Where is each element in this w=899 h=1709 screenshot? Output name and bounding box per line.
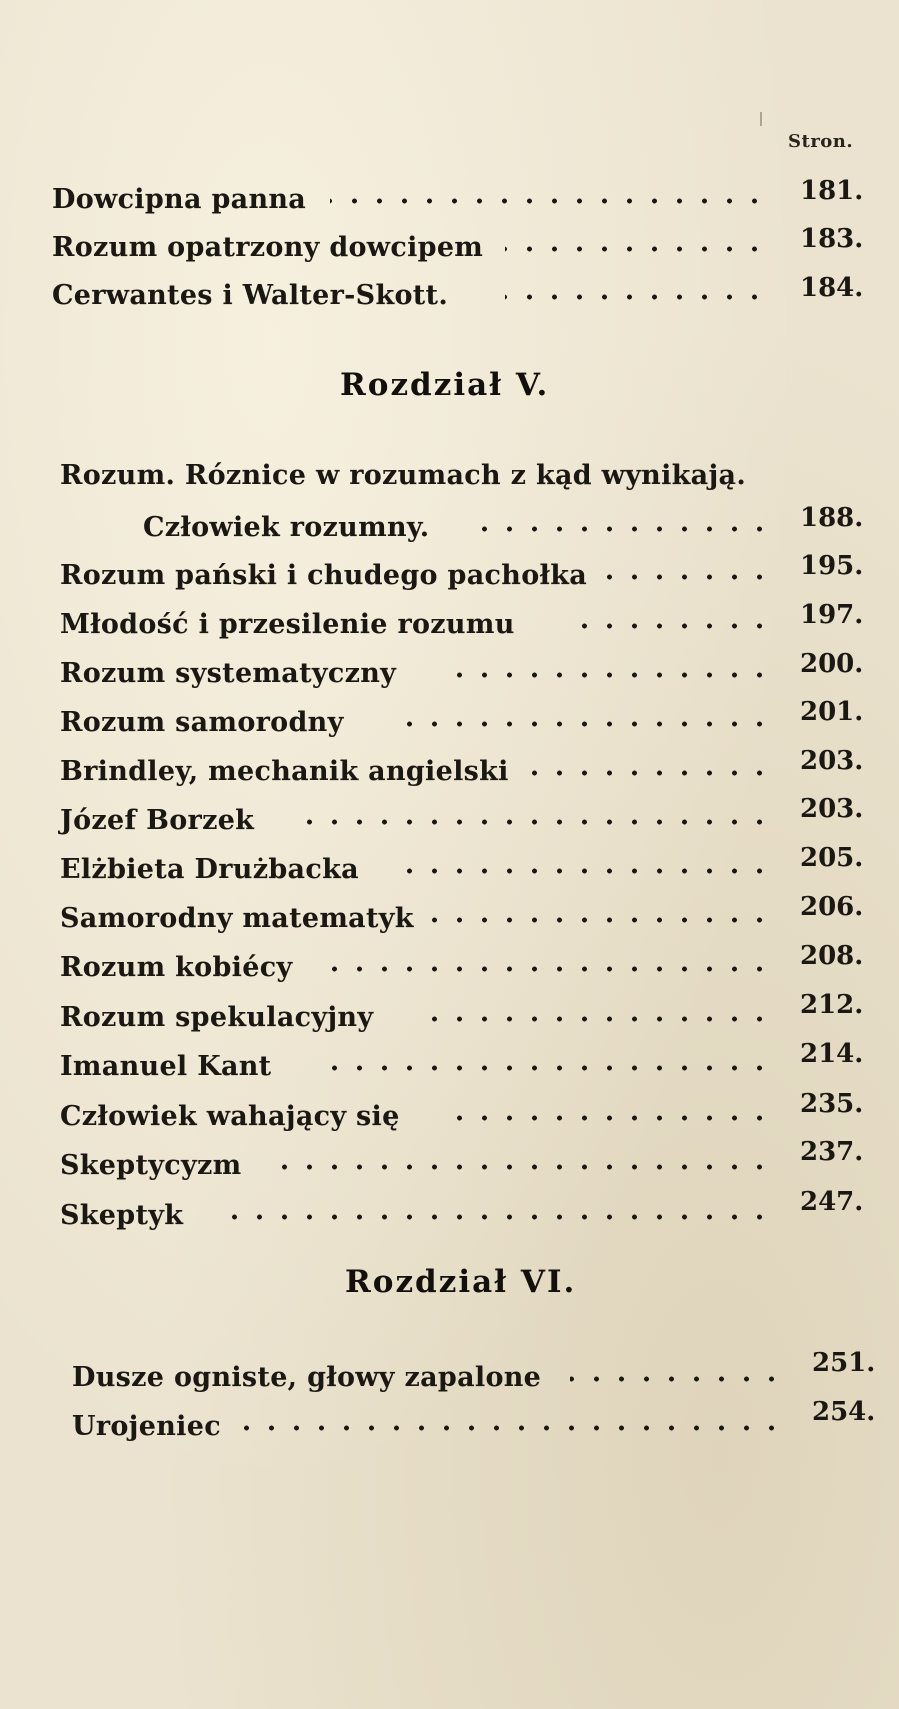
toc-entry <box>0 697 899 747</box>
toc-entry <box>0 843 899 894</box>
dot-leader <box>415 917 772 923</box>
page-column-label: Stron. <box>788 131 854 152</box>
dot-leader <box>570 1376 784 1382</box>
toc-entry <box>0 176 899 224</box>
dot-leader <box>505 246 767 252</box>
chapter-heading: Rozdział V. <box>340 367 550 403</box>
dot-leader <box>440 672 772 678</box>
toc-entry <box>0 941 899 992</box>
dot-leader <box>505 294 767 300</box>
entry-title: Rozum samorodny <box>60 707 344 738</box>
page-number: 251. <box>812 1348 876 1378</box>
dot-leader <box>465 526 772 532</box>
entry-title: Imanuel Kant <box>60 1051 272 1082</box>
entry-title: Człowiek wahający się <box>60 1101 400 1132</box>
page-number: 201. <box>800 697 864 727</box>
entry-title: Dusze ogniste, głowy zapalone <box>72 1362 542 1393</box>
page-number: 254. <box>812 1397 876 1427</box>
toc-entry <box>0 892 899 943</box>
toc-entry <box>0 649 899 698</box>
chapter-heading: Rozdział VI. <box>345 1264 577 1300</box>
page-number: 203. <box>800 794 864 824</box>
toc-entry <box>0 1089 899 1141</box>
page-number: 247. <box>800 1187 864 1217</box>
entry-title: Skeptyk <box>60 1200 184 1231</box>
dot-leader <box>390 868 772 874</box>
page-number: 184. <box>800 273 864 303</box>
page-number: 195. <box>800 551 864 581</box>
dot-leader <box>390 721 772 727</box>
entry-title: Brindley, mechanik angielski <box>60 756 509 787</box>
toc-entry <box>0 1348 899 1402</box>
page-number: 208. <box>800 941 864 971</box>
toc-entry <box>0 1397 899 1451</box>
page-number: 188. <box>800 503 864 533</box>
paper-speck <box>760 112 762 126</box>
dot-leader <box>315 966 772 972</box>
dot-leader <box>235 1425 784 1431</box>
page-number: 203. <box>800 746 864 776</box>
entry-title: Urojeniec <box>72 1411 221 1442</box>
page-number: 205. <box>800 843 864 873</box>
entry-title: Rozum spekulacyjny <box>60 1002 374 1033</box>
chapter-lead-line <box>0 460 899 500</box>
toc-entry <box>0 794 899 845</box>
dot-leader <box>315 1065 772 1071</box>
page-number: 197. <box>800 600 864 630</box>
toc-entry <box>0 600 899 649</box>
entry-title: Cerwantes i Walter-Skott. <box>52 280 449 311</box>
entry-title: Samorodny matematyk <box>60 903 414 934</box>
page-number: 214. <box>800 1039 864 1069</box>
page-number: 237. <box>800 1137 864 1167</box>
toc-entry <box>0 1039 899 1091</box>
entry-title: Józef Borzek <box>60 805 255 836</box>
dot-leader <box>330 198 767 204</box>
entry-title: Rozum kobiécy <box>60 952 293 983</box>
page-number: 235. <box>800 1089 864 1119</box>
dot-leader <box>440 1115 772 1121</box>
dot-leader <box>265 1164 772 1170</box>
page-number: 183. <box>800 224 864 254</box>
entry-title: Człowiek rozumny. <box>143 512 430 543</box>
toc-entry <box>0 224 899 272</box>
entry-title: Skeptycyzm <box>60 1150 242 1181</box>
dot-leader <box>565 623 772 629</box>
entry-title: Dowcipna panna <box>52 184 307 215</box>
dot-leader <box>415 1016 772 1022</box>
lead-line-text: Rozum. Róznice w rozumach z kąd wynikają. <box>60 460 747 491</box>
entry-title: Rozum systematyczny <box>60 658 397 689</box>
dot-leader <box>215 1214 772 1220</box>
dot-leader <box>290 819 772 825</box>
page-number: 212. <box>800 990 864 1020</box>
toc-entry <box>0 551 899 600</box>
entry-title: Rozum opatrzony dowcipem <box>52 232 484 263</box>
entry-title: Elżbieta Drużbacka <box>60 854 359 885</box>
page-number: 181. <box>800 176 864 206</box>
entry-title: Rozum pański i chudego pachołka <box>60 560 587 591</box>
entry-title: Młodość i przesilenie rozumu <box>60 609 515 640</box>
toc-entry <box>0 503 899 552</box>
toc-entry <box>0 273 899 320</box>
toc-entry <box>0 990 899 1042</box>
dot-leader <box>515 770 772 776</box>
page-number: 206. <box>800 892 864 922</box>
page-number: 200. <box>800 649 864 679</box>
dot-leader <box>590 574 772 580</box>
toc-entry <box>0 1137 899 1190</box>
toc-entry <box>0 746 899 796</box>
toc-entry <box>0 1187 899 1240</box>
